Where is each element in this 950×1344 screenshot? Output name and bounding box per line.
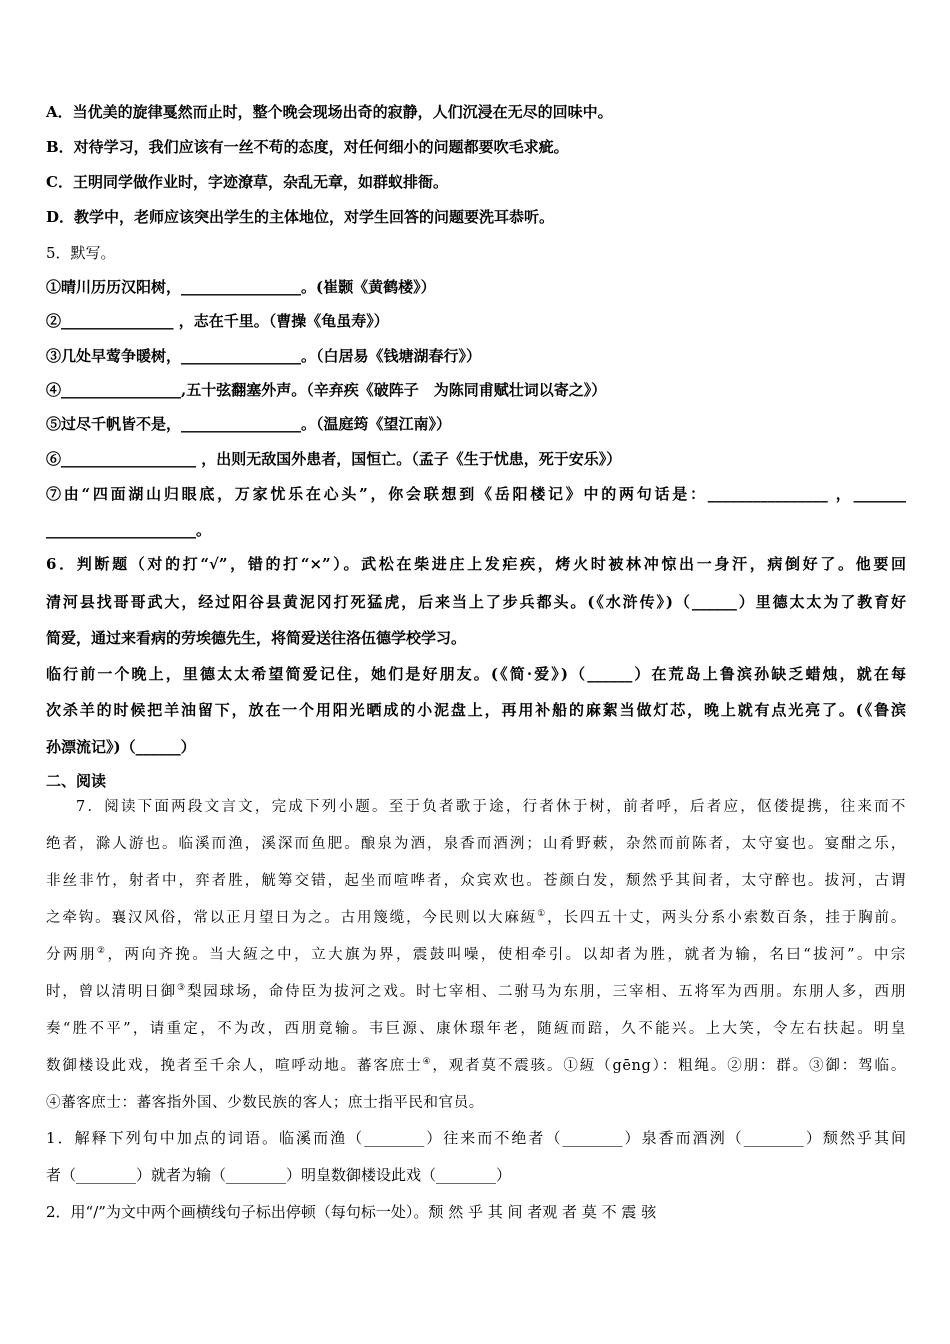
q5-item-4: ④________________,五十弦翻塞外声。（辛弃疾《破阵子 为陈同甫赋壮词以寄之》） bbox=[46, 381, 607, 399]
passage-line-3: 非丝非竹，射者中，弈者胜，觥筹交错，起坐而喧哗者，众宾欢也。苍颜白发，颓然乎其间者，太守醉也。拔河，古谓 bbox=[46, 873, 906, 889]
q5-item-7-line1: ⑦由“四面湖山归眼底，万家忧乐在心头”，你会联想到《岳阳楼记》中的两句话是：________________ ，_______ bbox=[46, 485, 906, 503]
q5-item-3: ③几处早莺争暖树，________________。（白居易《钱塘湖春行》） bbox=[46, 347, 482, 365]
q5-item-2: ②_______________ ，志在千里。（曹操《龟虽寿》） bbox=[46, 312, 389, 330]
q6-line-1: 6．判断题（对的打“√”，错的打“×”）。武松在柴进庄上发疟疾，烤火时被林冲惊出一身汗，病倒好了。他要回 bbox=[46, 555, 906, 573]
q5-title: 5．默写。 bbox=[46, 244, 116, 262]
q5-item-1: ①晴川历历汉阳树，________________。(崔颢《黄鹤楼》） bbox=[46, 278, 436, 296]
q5-item-5: ⑤过尽千帆皆不是，________________。（温庭筠《望江南》） bbox=[46, 415, 452, 433]
passage-line-6: 时，曾以清明日御③梨园球场，命侍臣为拔河之戏。时七宰相、二驸马为东朋，三宰相、五将军为西朋。东朋人多，西朋 bbox=[46, 983, 907, 1000]
section-heading-reading: 二、阅读 bbox=[46, 772, 107, 790]
passage-line-8: 数御楼设此戏，挽者至千余人，喧呼动地。蕃客庶士④，观者莫不震骇。①絚（gēng）：粗绳。②朋：群。③御：驾临。 bbox=[46, 1057, 906, 1074]
q4-option-c: C．王明同学做作业时，字迹潦草，杂乱无章，如群蚁排衙。 bbox=[46, 173, 448, 191]
q6-line-4: 临行前一个晚上，里德太太希望简爱记住，她们是好朋友。(《简·爱》)（______）在荒岛上鲁滨孙缺乏蜡烛，就在每 bbox=[46, 665, 906, 683]
passage-line-1: 7．阅读下面两段文言文，完成下列小题。至于负者歌于途，行者休于树，前者呼，后者应，伛偻提携，往来而不 bbox=[76, 799, 906, 815]
q4-option-d: D．教学中，老师应该突出学生的主体地位，对学生回答的问题要洗耳恭听。 bbox=[46, 208, 555, 226]
q4-option-b: B．对待学习，我们应该有一丝不苟的态度，对任何细小的问题都要吹毛求疵。 bbox=[46, 138, 569, 156]
q7-1-line-1: 1．解释下列句中加点的词语。临溪而渔（________）往来而不绝者（________）泉香而酒洌（________）颓然乎其间 bbox=[46, 1129, 906, 1147]
q6-line-2: 清河县找哥哥武大，经过阳谷县黄泥冈打死猛虎，后来当上了步兵都头。(《水浒传》)（______）里德太太为了教育好 bbox=[46, 593, 906, 611]
q6-line-3: 简爱，通过来看病的劳埃德先生，将简爱送往洛伍德学校学习。 bbox=[46, 629, 467, 647]
q5-item-7-line2: ____________________。 bbox=[46, 521, 212, 539]
footnote-mark-2: ② bbox=[96, 946, 108, 957]
passage-line-7: 奏“胜不平”，请重定，不为改，西朋竟输。韦巨源、康休璟年老，随絚而踣，久不能兴。上大笑，令左右扶起。明皇 bbox=[46, 1021, 906, 1037]
passage-footnote-4: ④蕃客庶士：蕃客指外国、少数民族的客人；庶士指平民和官员。 bbox=[46, 1095, 484, 1111]
footnote-mark-4: ④ bbox=[422, 1057, 433, 1068]
q7-1-line-2: 者（________）就者为输（________）明皇数御楼设此戏（________） bbox=[46, 1166, 512, 1184]
footnote-mark-1: ① bbox=[537, 909, 548, 920]
q7-2: 2．用“/”为文中两个画横线句子标出停顿（每句标一处）。颓 然 乎 其 间 者观 者 莫 不 震 骇 bbox=[46, 1203, 657, 1221]
q5-item-6: ⑥__________________ ，出则无敌国外患者，国恒亡。（孟子《生于忧患，死于安乐》） bbox=[46, 450, 622, 468]
q6-line-6: 孙漂流记》)（______） bbox=[46, 738, 196, 756]
passage-line-2: 绝者，滁人游也。临溪而渔，溪深而鱼肥。酿泉为酒，泉香而酒洌；山肴野蔌，杂然而前陈者，太守宴也。宴酣之乐， bbox=[46, 836, 906, 852]
q6-line-5: 次杀羊的时候把羊油留下，放在一个用阳光晒成的小泥盘上，再用补船的麻絮当做灯芯，晚上就有点光亮了。(《鲁滨 bbox=[46, 701, 906, 719]
passage-line-4: 之牵钩。襄汉风俗，常以正月望日为之。古用篾缆，今民则以大麻絚①，长四五十丈，两头分系小索数百条，挂于胸前。 bbox=[46, 909, 907, 926]
q4-option-a: A．当优美的旋律戛然而止时，整个晚会现场出奇的寂静，人们沉浸在无尽的回味中。 bbox=[46, 103, 613, 121]
footnote-mark-3: ③ bbox=[176, 983, 187, 994]
passage-line-5: 分两朋②，两向齐挽。当大絚之中，立大旗为界，震鼓叫噪，使相牵引。以却者为胜，就者为输，名曰“拔河”。中宗 bbox=[46, 946, 906, 963]
